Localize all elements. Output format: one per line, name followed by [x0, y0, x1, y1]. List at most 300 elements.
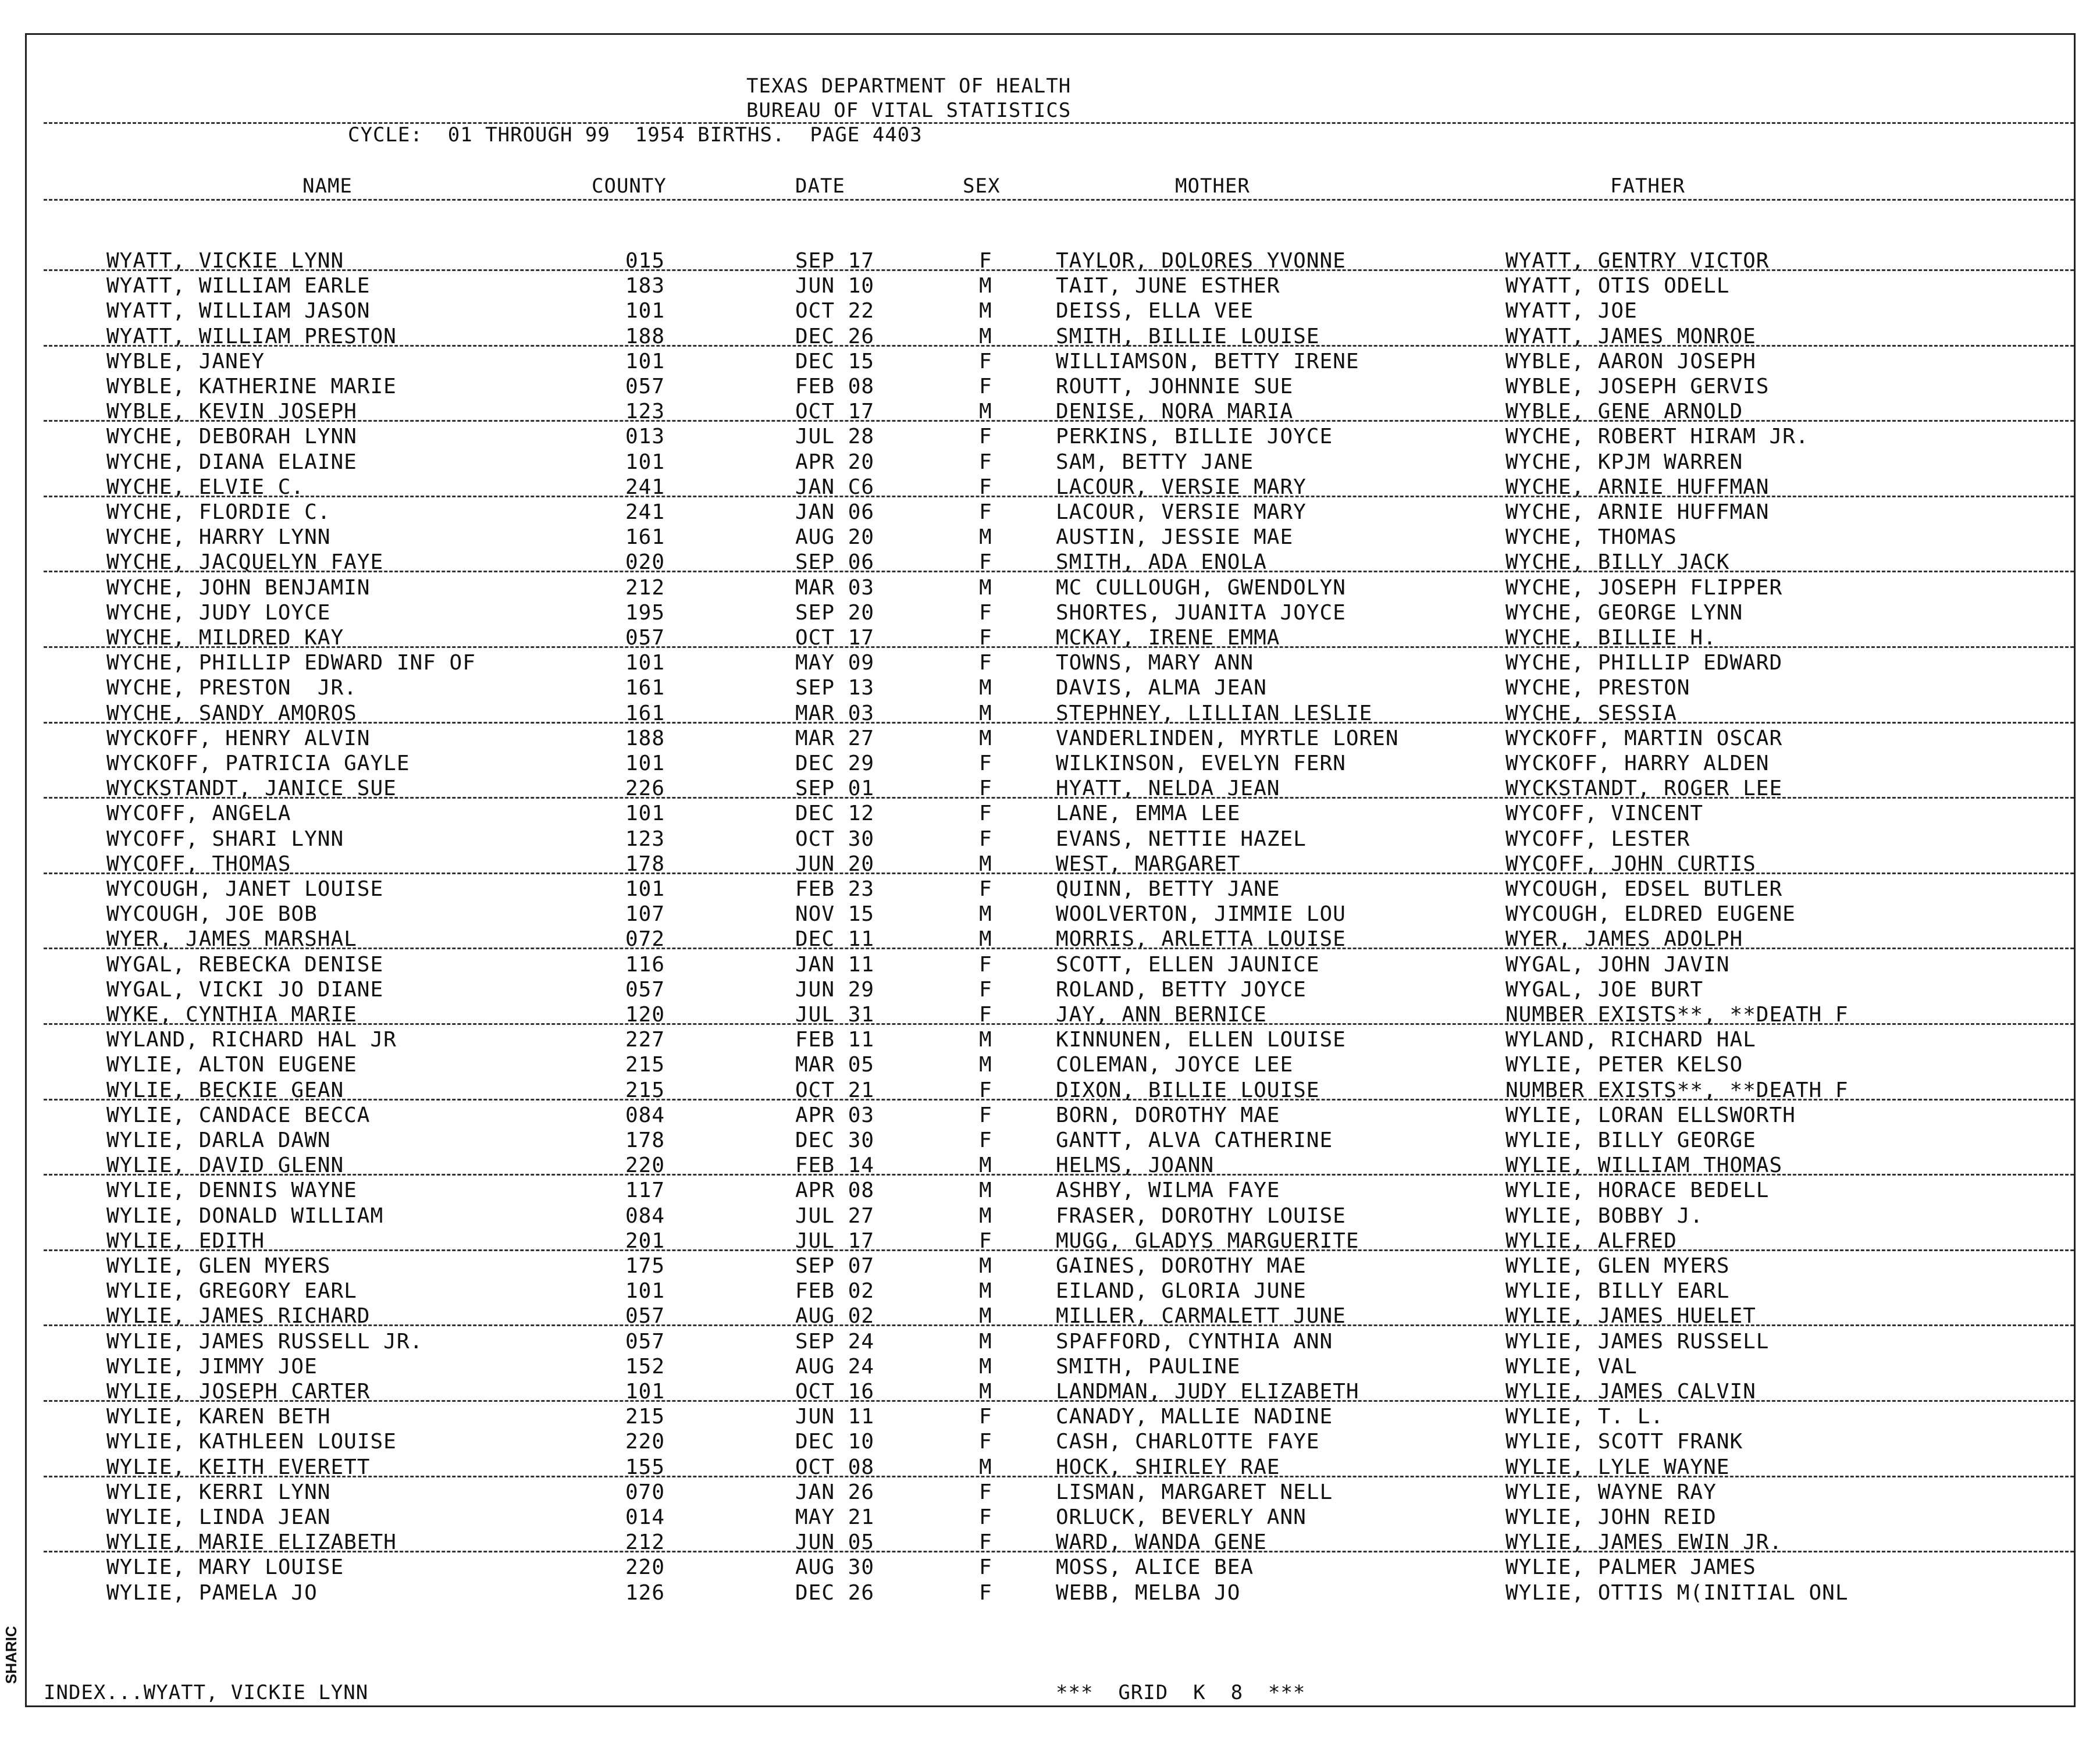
- cell-mother: LACOUR, VERSIE MARY: [1056, 475, 1307, 499]
- cell-sex: M: [979, 1329, 992, 1354]
- cell-county: 126: [625, 1580, 665, 1605]
- cell-mother: TAYLOR, DOLORES YVONNE: [1056, 249, 1346, 273]
- cell-date: OCT 22: [795, 299, 875, 323]
- cell-father: WYCHE, ROBERT HIRAM JR.: [1505, 425, 1809, 449]
- cell-sex: F: [979, 1405, 992, 1429]
- table-row: [0, 1203, 2100, 1228]
- cell-date: JUL 17: [795, 1228, 875, 1253]
- cell-sex: F: [979, 752, 992, 775]
- cell-county: 161: [625, 701, 665, 725]
- table-row: [0, 1580, 2100, 1605]
- table-row: [0, 1354, 2100, 1379]
- col-header-date: DATE: [795, 174, 845, 198]
- table-row: [0, 525, 2100, 550]
- row-divider: [44, 1400, 2074, 1402]
- cell-county: 178: [625, 852, 665, 876]
- cell-name: WYBLE, JANEY: [106, 349, 265, 373]
- cell-name: WYCHE, DEBORAH LYNN: [106, 425, 357, 449]
- cell-sex: M: [979, 1203, 992, 1228]
- cell-county: 101: [625, 349, 665, 373]
- cell-name: WYLIE, JAMES RICHARD: [106, 1304, 371, 1329]
- table-row: [0, 1128, 2100, 1153]
- row-divider: [44, 345, 2074, 347]
- cell-name: WYLIE, JAMES RUSSELL JR.: [106, 1329, 423, 1354]
- cell-name: WYLIE, MARY LOUISE: [106, 1555, 344, 1580]
- cell-mother: SAM, BETTY JANE: [1056, 450, 1254, 474]
- cell-father: WYBLE, JOSEPH GERVIS: [1505, 375, 1770, 398]
- cell-date: MAY 09: [795, 651, 875, 675]
- cell-date: DEC 12: [795, 802, 875, 826]
- cell-county: 020: [625, 550, 665, 575]
- cell-name: WYATT, WILLIAM EARLE: [106, 274, 371, 298]
- cell-father: WYLIE, BILLY GEORGE: [1505, 1128, 1756, 1152]
- cell-county: 084: [625, 1103, 665, 1127]
- cell-county: 220: [625, 1153, 665, 1178]
- cell-date: JAN C6: [795, 475, 875, 499]
- cell-sex: F: [979, 475, 992, 499]
- cell-date: JUN 05: [795, 1530, 875, 1555]
- cell-county: 175: [625, 1254, 665, 1278]
- cell-name: WYLAND, RICHARD HAL JR: [106, 1028, 397, 1052]
- cell-mother: SHORTES, JUANITA JOYCE: [1056, 600, 1346, 625]
- cell-father: WYLAND, RICHARD HAL: [1505, 1028, 1756, 1052]
- cell-father: WYCHE, ARNIE HUFFMAN: [1505, 500, 1770, 524]
- cell-mother: KINNUNEN, ELLEN LOUISE: [1056, 1028, 1346, 1052]
- cell-date: SEP 07: [795, 1254, 875, 1278]
- cell-name: WYLIE, DARLA DAWN: [106, 1128, 331, 1152]
- cell-date: SEP 20: [795, 600, 875, 625]
- cell-father: WYCHE, SESSIA: [1505, 701, 1677, 725]
- cell-father: WYER, JAMES ADOLPH: [1505, 927, 1743, 952]
- cell-name: WYCHE, ELVIE C.: [106, 475, 305, 499]
- cell-county: 212: [625, 1530, 665, 1555]
- cell-father: WYLIE, VAL: [1505, 1354, 1638, 1379]
- cell-mother: MC CULLOUGH, GWENDOLYN: [1056, 575, 1346, 600]
- cell-father: WYCHE, BILLY JACK: [1505, 550, 1730, 575]
- cell-sex: M: [979, 1279, 992, 1304]
- cell-mother: BORN, DOROTHY MAE: [1056, 1103, 1280, 1127]
- cell-date: JUL 27: [795, 1203, 875, 1228]
- cell-name: WYCHE, DIANA ELAINE: [106, 450, 357, 474]
- cell-sex: M: [979, 1053, 992, 1077]
- cell-father: WYLIE, JAMES CALVIN: [1505, 1380, 1756, 1404]
- cell-mother: HOCK, SHIRLEY RAE: [1056, 1455, 1280, 1479]
- cell-father: WYLIE, T. L.: [1505, 1405, 1664, 1429]
- cell-sex: F: [979, 777, 992, 801]
- cell-name: WYCHE, MILDRED KAY: [106, 626, 344, 650]
- cell-father: WYCHE, JOSEPH FLIPPER: [1505, 575, 1783, 600]
- cell-county: 070: [625, 1480, 665, 1504]
- row-divider: [44, 1099, 2074, 1101]
- cell-father: WYCOUGH, EDSEL BUTLER: [1505, 877, 1783, 901]
- cell-name: WYCOUGH, JANET LOUISE: [106, 877, 384, 901]
- table-row: [0, 1027, 2100, 1052]
- row-divider: [44, 797, 2074, 799]
- table-row: [0, 1329, 2100, 1354]
- cell-name: WYLIE, MARIE ELIZABETH: [106, 1530, 397, 1555]
- cell-date: JAN 26: [795, 1480, 875, 1504]
- cell-date: DEC 10: [795, 1430, 875, 1454]
- cell-name: WYCOFF, SHARI LYNN: [106, 827, 344, 851]
- cell-date: SEP 06: [795, 550, 875, 575]
- cell-name: WYER, JAMES MARSHAL: [106, 927, 357, 952]
- cell-name: WYLIE, LINDA JEAN: [106, 1505, 331, 1529]
- cell-name: WYCHE, JUDY LOYCE: [106, 600, 331, 625]
- table-row: [0, 349, 2100, 374]
- table-row: [0, 977, 2100, 1002]
- cell-county: 107: [625, 902, 665, 927]
- cell-mother: TOWNS, MARY ANN: [1056, 651, 1254, 675]
- cell-father: WYLIE, GLEN MYERS: [1505, 1254, 1730, 1278]
- cell-mother: DEISS, ELLA VEE: [1056, 299, 1254, 323]
- cell-sex: F: [979, 651, 992, 675]
- cell-name: WYCHE, PRESTON JR.: [106, 676, 357, 700]
- table-row: [0, 424, 2100, 449]
- cell-mother: DIXON, BILLIE LOUISE: [1056, 1078, 1320, 1102]
- cell-mother: WILKINSON, EVELYN FERN: [1056, 752, 1346, 775]
- cell-mother: DAVIS, ALMA JEAN: [1056, 676, 1267, 700]
- cell-date: MAR 05: [795, 1053, 875, 1077]
- cell-mother: WARD, WANDA GENE: [1056, 1530, 1267, 1555]
- cell-father: WYCOFF, JOHN CURTIS: [1505, 852, 1756, 876]
- cell-date: APR 08: [795, 1178, 875, 1203]
- cell-mother: MCKAY, IRENE EMMA: [1056, 626, 1280, 650]
- cell-date: OCT 16: [795, 1380, 875, 1404]
- side-label: SHARIC: [2, 1626, 20, 1684]
- cell-father: WYCOFF, LESTER: [1505, 827, 1690, 851]
- cell-mother: WOOLVERTON, JIMMIE LOU: [1056, 902, 1346, 927]
- cell-name: WYLIE, BECKIE GEAN: [106, 1078, 344, 1102]
- cell-name: WYCOUGH, JOE BOB: [106, 902, 318, 927]
- cell-county: 120: [625, 1003, 665, 1027]
- cell-date: JAN 11: [795, 952, 875, 977]
- cell-name: WYKE, CYNTHIA MARIE: [106, 1003, 357, 1027]
- cell-mother: COLEMAN, JOYCE LEE: [1056, 1053, 1294, 1077]
- cell-father: WYCKOFF, HARRY ALDEN: [1505, 752, 1770, 775]
- cell-name: WYLIE, CANDACE BECCA: [106, 1103, 371, 1127]
- cell-date: FEB 14: [795, 1153, 875, 1178]
- cell-county: 161: [625, 525, 665, 550]
- cycle-line: CYCLE: 01 THROUGH 99 1954 BIRTHS. PAGE 4403: [348, 123, 923, 147]
- cell-father: WYCHE, THOMAS: [1505, 525, 1677, 550]
- cell-sex: F: [979, 1480, 992, 1504]
- cell-father: WYCHE, GEORGE LYNN: [1505, 600, 1743, 625]
- cell-father: WYLIE, WAYNE RAY: [1505, 1480, 1717, 1504]
- cell-sex: F: [979, 600, 992, 625]
- cell-sex: F: [979, 1103, 992, 1127]
- cell-father: WYLIE, JAMES RUSSELL: [1505, 1329, 1770, 1354]
- cell-date: DEC 26: [795, 1580, 875, 1605]
- col-header-sex: SEX: [963, 174, 1001, 198]
- table-row: [0, 1480, 2100, 1505]
- table-row: [0, 1429, 2100, 1454]
- table-row: [0, 1505, 2100, 1530]
- cell-county: 123: [625, 827, 665, 851]
- cell-sex: M: [979, 1254, 992, 1278]
- cell-father: WYLIE, JAMES EWIN JR.: [1505, 1530, 1783, 1555]
- table-row: [0, 1555, 2100, 1580]
- cell-sex: F: [979, 550, 992, 575]
- table-row: [0, 952, 2100, 977]
- cell-father: WYGAL, JOHN JAVIN: [1505, 952, 1730, 977]
- cell-father: WYATT, GENTRY VICTOR: [1505, 249, 1770, 273]
- cell-name: WYATT, VICKIE LYNN: [106, 249, 344, 273]
- table-row: [0, 600, 2100, 625]
- cell-date: DEC 26: [795, 324, 875, 348]
- row-divider: [44, 420, 2074, 422]
- cell-date: JUN 10: [795, 274, 875, 298]
- cell-father: WYLIE, LORAN ELLSWORTH: [1505, 1103, 1796, 1127]
- cell-date: SEP 13: [795, 676, 875, 700]
- cell-sex: M: [979, 1153, 992, 1178]
- cell-father: WYLIE, PETER KELSO: [1505, 1053, 1743, 1077]
- cell-mother: DENISE, NORA MARIA: [1056, 400, 1294, 424]
- cell-name: WYCOFF, ANGELA: [106, 802, 291, 826]
- cell-mother: HELMS, JOANN: [1056, 1153, 1215, 1178]
- cell-mother: AUSTIN, JESSIE MAE: [1056, 525, 1294, 550]
- cell-county: 084: [625, 1203, 665, 1228]
- cell-sex: F: [979, 1078, 992, 1102]
- cell-sex: F: [979, 802, 992, 826]
- cell-mother: QUINN, BETTY JANE: [1056, 877, 1280, 901]
- cell-sex: F: [979, 1003, 992, 1027]
- cell-county: 188: [625, 324, 665, 348]
- cell-date: APR 20: [795, 450, 875, 474]
- cell-sex: M: [979, 274, 992, 298]
- cell-sex: F: [979, 450, 992, 474]
- cell-father: NUMBER EXISTS**, **DEATH F: [1505, 1003, 1849, 1027]
- cell-father: WYBLE, GENE ARNOLD: [1505, 400, 1743, 424]
- cell-mother: STEPHNEY, LILLIAN LESLIE: [1056, 701, 1373, 725]
- cell-county: 215: [625, 1405, 665, 1429]
- cell-date: JAN 06: [795, 500, 875, 524]
- cell-mother: WILLIAMSON, BETTY IRENE: [1056, 349, 1359, 373]
- cell-county: 123: [625, 400, 665, 424]
- cell-date: DEC 30: [795, 1128, 875, 1152]
- cell-mother: CANADY, MALLIE NADINE: [1056, 1405, 1333, 1429]
- row-divider: [44, 1324, 2074, 1326]
- row-divider: [44, 1476, 2074, 1477]
- cell-date: AUG 30: [795, 1555, 875, 1580]
- cell-date: FEB 02: [795, 1279, 875, 1304]
- cell-name: WYCHE, SANDY AMOROS: [106, 701, 357, 725]
- cell-name: WYLIE, DONALD WILLIAM: [106, 1203, 384, 1228]
- cell-county: 014: [625, 1505, 665, 1529]
- cell-sex: F: [979, 1228, 992, 1253]
- cell-sex: M: [979, 1304, 992, 1329]
- cell-county: 072: [625, 927, 665, 952]
- cell-sex: M: [979, 701, 992, 725]
- cell-name: WYCKSTANDT, JANICE SUE: [106, 777, 397, 801]
- table-row: [0, 1178, 2100, 1203]
- cell-sex: F: [979, 500, 992, 524]
- cell-father: WYLIE, PALMER JAMES: [1505, 1555, 1756, 1580]
- cell-date: AUG 24: [795, 1354, 875, 1379]
- cell-sex: F: [979, 1128, 992, 1152]
- cell-sex: M: [979, 299, 992, 323]
- cell-mother: CASH, CHARLOTTE FAYE: [1056, 1430, 1320, 1454]
- table-row: [0, 1103, 2100, 1128]
- cell-mother: ROUTT, JOHNNIE SUE: [1056, 375, 1294, 398]
- cell-father: WYATT, JAMES MONROE: [1505, 324, 1756, 348]
- cell-mother: VANDERLINDEN, MYRTLE LOREN: [1056, 726, 1399, 750]
- cell-county: 220: [625, 1555, 665, 1580]
- cell-date: JUL 31: [795, 1003, 875, 1027]
- row-divider: [44, 1174, 2074, 1176]
- col-header-county: COUNTY: [592, 174, 667, 198]
- cell-county: 183: [625, 274, 665, 298]
- cell-mother: LANE, EMMA LEE: [1056, 802, 1241, 826]
- cell-mother: SCOTT, ELLEN JAUNICE: [1056, 952, 1320, 977]
- row-divider: [44, 1023, 2074, 1025]
- col-header-father: FATHER: [1610, 174, 1685, 198]
- row-divider: [44, 722, 2074, 724]
- cell-mother: GANTT, ALVA CATHERINE: [1056, 1128, 1333, 1152]
- col-header-mother: MOTHER: [1175, 174, 1250, 198]
- cell-date: JUL 28: [795, 425, 875, 449]
- cell-county: 152: [625, 1354, 665, 1379]
- cell-name: WYLIE, KAREN BETH: [106, 1405, 331, 1429]
- table-row: [0, 575, 2100, 600]
- cell-father: NUMBER EXISTS**, **DEATH F: [1505, 1078, 1849, 1102]
- cell-father: WYCOFF, VINCENT: [1505, 802, 1704, 826]
- cell-father: WYLIE, LYLE WAYNE: [1505, 1455, 1730, 1479]
- cell-county: 178: [625, 1128, 665, 1152]
- table-row: [0, 1052, 2100, 1077]
- cell-date: DEC 15: [795, 349, 875, 373]
- cell-name: WYLIE, GREGORY EARL: [106, 1279, 357, 1304]
- footer-grid: *** GRID K 8 ***: [1056, 1681, 1306, 1704]
- cell-father: WYCHE, PRESTON: [1505, 676, 1690, 700]
- cell-sex: F: [979, 952, 992, 977]
- cell-father: WYCHE, BILLIE H.: [1505, 626, 1717, 650]
- row-divider: [44, 646, 2074, 648]
- cell-county: 057: [625, 1304, 665, 1329]
- cell-date: MAR 03: [795, 575, 875, 600]
- cell-father: WYLIE, JAMES HUELET: [1505, 1304, 1756, 1329]
- cell-date: AUG 20: [795, 525, 875, 550]
- cell-county: 101: [625, 1279, 665, 1304]
- cell-date: MAR 03: [795, 701, 875, 725]
- cell-sex: F: [979, 425, 992, 449]
- cell-father: WYATT, OTIS ODELL: [1505, 274, 1730, 298]
- cell-sex: F: [979, 375, 992, 398]
- table-row: [0, 450, 2100, 475]
- cell-sex: M: [979, 324, 992, 348]
- cell-mother: SMITH, BILLIE LOUISE: [1056, 324, 1320, 348]
- cell-mother: PERKINS, BILLIE JOYCE: [1056, 425, 1333, 449]
- column-header-divider: [44, 199, 2074, 201]
- cell-name: WYCKOFF, HENRY ALVIN: [106, 726, 371, 750]
- cell-name: WYATT, WILLIAM PRESTON: [106, 324, 397, 348]
- cell-date: OCT 17: [795, 626, 875, 650]
- cell-mother: LANDMAN, JUDY ELIZABETH: [1056, 1380, 1359, 1404]
- row-divider: [44, 1249, 2074, 1251]
- cell-county: 212: [625, 575, 665, 600]
- cell-mother: GAINES, DOROTHY MAE: [1056, 1254, 1307, 1278]
- cell-county: 241: [625, 475, 665, 499]
- cell-date: OCT 30: [795, 827, 875, 851]
- cell-mother: ROLAND, BETTY JOYCE: [1056, 977, 1307, 1002]
- table-row: [0, 751, 2100, 776]
- cell-date: SEP 01: [795, 777, 875, 801]
- cell-mother: WEBB, MELBA JO: [1056, 1580, 1241, 1605]
- cell-county: 226: [625, 777, 665, 801]
- cell-sex: F: [979, 1505, 992, 1529]
- cell-sex: M: [979, 676, 992, 700]
- cell-name: WYGAL, REBECKA DENISE: [106, 952, 384, 977]
- cell-date: SEP 24: [795, 1329, 875, 1354]
- cell-date: JUN 20: [795, 852, 875, 876]
- cell-name: WYGAL, VICKI JO DIANE: [106, 977, 384, 1002]
- footer-index: INDEX...WYATT, VICKIE LYNN: [44, 1681, 369, 1704]
- cell-mother: HYATT, NELDA JEAN: [1056, 777, 1280, 801]
- cell-county: 215: [625, 1078, 665, 1102]
- table-row: [0, 1279, 2100, 1304]
- cell-county: 116: [625, 952, 665, 977]
- cell-sex: M: [979, 1178, 992, 1203]
- cell-mother: LISMAN, MARGARET NELL: [1056, 1480, 1333, 1504]
- cell-date: FEB 08: [795, 375, 875, 398]
- cell-county: 101: [625, 877, 665, 901]
- cell-name: WYCHE, FLORDIE C.: [106, 500, 331, 524]
- table-row: [0, 726, 2100, 751]
- col-header-name: NAME: [302, 174, 353, 198]
- cell-sex: F: [979, 626, 992, 650]
- cell-county: 227: [625, 1028, 665, 1052]
- cell-date: DEC 11: [795, 927, 875, 952]
- cell-mother: FRASER, DOROTHY LOUISE: [1056, 1203, 1346, 1228]
- table-row: [0, 650, 2100, 675]
- cell-name: WYCKOFF, PATRICIA GAYLE: [106, 752, 410, 775]
- cell-date: FEB 23: [795, 877, 875, 901]
- cell-father: WYCHE, PHILLIP EDWARD: [1505, 651, 1783, 675]
- row-divider: [44, 496, 2074, 497]
- table-row: [0, 827, 2100, 852]
- table-row: [0, 500, 2100, 525]
- cell-sex: F: [979, 249, 992, 273]
- cell-father: WYCHE, ARNIE HUFFMAN: [1505, 475, 1770, 499]
- cell-mother: ASHBY, WILMA FAYE: [1056, 1178, 1280, 1203]
- table-row: [0, 298, 2100, 323]
- cell-date: APR 03: [795, 1103, 875, 1127]
- header-subtitle: BUREAU OF VITAL STATISTICS: [746, 99, 1072, 122]
- cell-sex: F: [979, 1555, 992, 1580]
- cell-sex: M: [979, 575, 992, 600]
- cell-county: 101: [625, 1380, 665, 1404]
- cell-name: WYLIE, GLEN MYERS: [106, 1254, 331, 1278]
- cell-father: WYCKSTANDT, ROGER LEE: [1505, 777, 1783, 801]
- cell-sex: F: [979, 1430, 992, 1454]
- cell-father: WYLIE, ALFRED: [1505, 1228, 1677, 1253]
- table-row: [0, 374, 2100, 399]
- cell-mother: ORLUCK, BEVERLY ANN: [1056, 1505, 1307, 1529]
- cell-sex: M: [979, 1455, 992, 1479]
- cell-county: 057: [625, 1329, 665, 1354]
- cell-father: WYLIE, BILLY EARL: [1505, 1279, 1730, 1304]
- cell-date: OCT 17: [795, 400, 875, 424]
- cell-father: WYLIE, HORACE BEDELL: [1505, 1178, 1770, 1203]
- row-divider: [44, 269, 2074, 271]
- cell-date: SEP 17: [795, 249, 875, 273]
- cell-sex: M: [979, 927, 992, 952]
- cell-father: WYGAL, JOE BURT: [1505, 977, 1704, 1002]
- cell-sex: M: [979, 726, 992, 750]
- cell-name: WYLIE, KERRI LYNN: [106, 1480, 331, 1504]
- table-row: [0, 801, 2100, 826]
- table-row: [0, 675, 2100, 700]
- cell-name: WYLIE, KATHLEEN LOUISE: [106, 1430, 397, 1454]
